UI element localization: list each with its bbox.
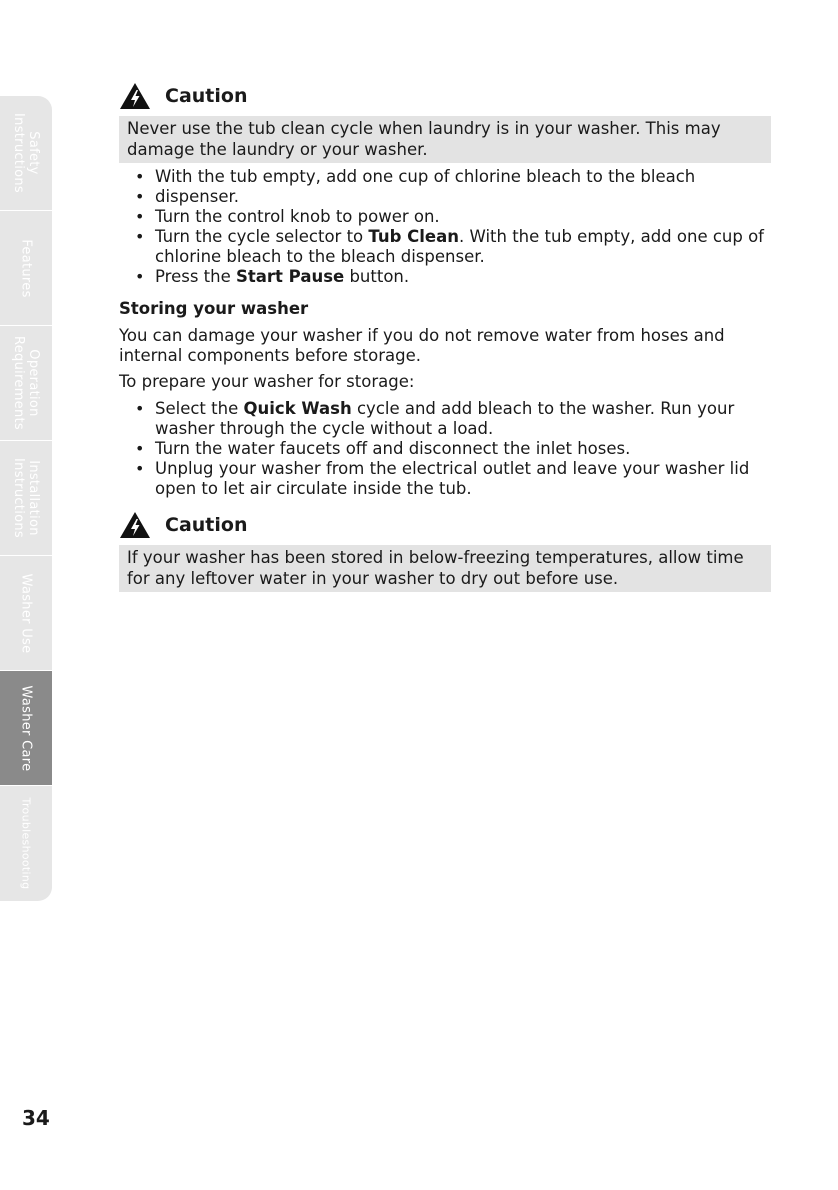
list-item: • Unplug your washer from the electrical outlet and leave your washer lid open to let air circulate inside the tub.	[135, 459, 771, 499]
tab-label: Operation Requirements	[11, 336, 42, 430]
tab-label: Washer Care	[18, 685, 34, 771]
tab-operation-requirements[interactable]	[0, 326, 52, 441]
section-tabs	[0, 96, 52, 901]
caution-text: If your washer has been stored in below-freezing temperatures, allow time for any leftover water in your washer to dry out before use.	[119, 545, 771, 592]
tab-label: Safety Instructions	[11, 113, 41, 193]
caution-header	[119, 80, 771, 112]
tab-label: Troubleshooting	[19, 797, 33, 890]
caution-title: Caution	[165, 514, 248, 536]
tab-features[interactable]	[0, 211, 52, 326]
warning-triangle-icon	[119, 511, 151, 539]
list-item: • Turn the water faucets off and disconnect the inlet hoses.	[135, 439, 771, 459]
warning-triangle-icon	[119, 82, 151, 110]
page-number: 34	[22, 1106, 50, 1130]
tab-installation-instructions[interactable]	[0, 441, 52, 556]
paragraph: To prepare your washer for storage:	[119, 372, 415, 391]
paragraph: You can damage your washer if you do not remove water from hoses and internal components before storage.	[119, 326, 725, 365]
tab-label: Installation Instructions	[11, 458, 41, 538]
caution-header	[119, 509, 771, 541]
tab-troubleshooting[interactable]	[0, 786, 52, 901]
list-item: • Press the Start Pause button.	[135, 267, 771, 287]
section-heading: Storing your washer	[119, 299, 309, 318]
list-item: • Turn the cycle selector to Tub Clean. With the tub empty, add one cup of chlorine bleach to the bleach dispenser.	[135, 227, 771, 267]
caution-text: Never use the tub clean cycle when laundry is in your washer. This may damage the laundry or your washer.	[119, 116, 771, 163]
tub-clean-steps	[119, 167, 771, 287]
list-item: • dispenser.	[135, 187, 771, 207]
tab-washer-care[interactable]	[0, 671, 52, 786]
tab-label: Features	[18, 238, 34, 298]
storage-steps	[119, 399, 771, 499]
list-item: • With the tub empty, add one cup of chlorine bleach to the bleach	[135, 167, 771, 187]
tab-washer-use[interactable]	[0, 556, 52, 671]
tab-label: Washer Use	[18, 573, 34, 653]
caution-title: Caution	[165, 85, 248, 107]
page-content	[119, 80, 771, 592]
list-item: • Select the Quick Wash cycle and add bleach to the washer. Run your washer through the cycle without a load.	[135, 399, 771, 439]
list-item: • Turn the control knob to power on.	[135, 207, 771, 227]
tab-safety-instructions[interactable]	[0, 96, 52, 211]
